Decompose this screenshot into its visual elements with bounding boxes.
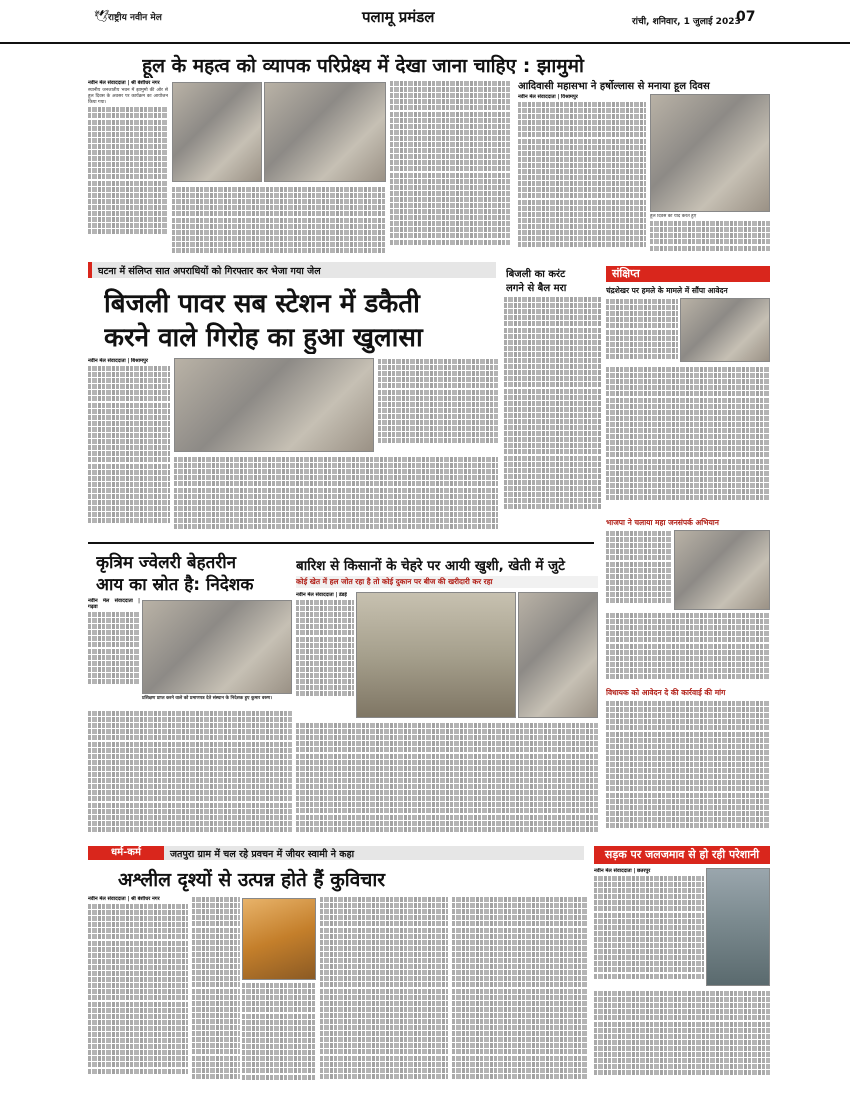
story7-photo-swami — [242, 898, 316, 980]
story2-byline: नवीन मेल संवाददाता | विश्रामपुर — [518, 94, 578, 100]
story4-headline-line2: लगने से बैल मरा — [506, 283, 567, 294]
story5-col2 — [88, 710, 292, 840]
story8-col1 — [594, 868, 704, 986]
story8-headline: सड़क पर जलजमाव से हो रही परेशानी — [594, 846, 770, 864]
story8-byline: नवीन मेल संवाददाता | छतरपुर — [594, 868, 651, 874]
story1-photo-right — [264, 82, 386, 182]
issue-date: रांची, शनिवार, 1 जुलाई 2023 — [632, 17, 741, 27]
story5-col1 — [88, 598, 140, 708]
story7-headline: अश्लील दृश्यों से उत्पन्न होते हैं कुविचार — [118, 869, 386, 891]
sankshipt-title: संक्षिप्त — [606, 266, 770, 282]
story5-photo — [142, 600, 292, 694]
page-number: 07 — [736, 9, 756, 25]
story1-col3 — [390, 80, 510, 258]
story6-col2 — [296, 722, 598, 840]
masthead-title: राष्ट्रीय नवीन मेल — [108, 13, 162, 23]
story7-col1 — [88, 896, 188, 1086]
story7-col5 — [452, 896, 588, 1086]
story3-byline: नवीन मेल संवाददाता | बिश्रामपुर — [88, 358, 148, 364]
brief1-col — [606, 298, 678, 364]
story5-headline-line1: कृत्रिम ज्वेलरी बेहतरीन — [96, 553, 237, 573]
story6-subheadline-bar — [296, 576, 598, 588]
brief1-photo — [680, 298, 770, 362]
dharma-karma-tag: धर्म-कर्म — [88, 846, 164, 860]
story5-caption: प्रशिक्षण प्राप्त करने वाले को प्रमाणपत्र देते संस्थान के निदेशक हुए कुमार वरुण। — [142, 696, 292, 702]
story2-headline: आदिवासी महासभा ने हर्षोल्लास से मनाया हूल दिवस — [518, 81, 710, 92]
brief2-col2 — [606, 612, 770, 686]
story3-kicker: घटना में संलिप्त सात अपराधियों को गिरफ्तार कर भेजा गया जेल — [98, 266, 321, 277]
brief2-col — [606, 530, 672, 610]
story3-photo — [174, 358, 374, 452]
story2-col — [518, 94, 646, 258]
story5-top-rule — [88, 542, 594, 544]
story1-photo-left — [172, 82, 262, 182]
story2-caption: हूल दिवस को याद करते हुए — [650, 214, 697, 219]
story7-byline: नवीन मेल संवाददाता | श्री बंशीधर नगर — [88, 896, 160, 902]
story3-headline-line2: करने वाले गिरोह का हुआ खुलासा — [104, 323, 423, 353]
story1-col2 — [172, 186, 386, 258]
story8-col2 — [594, 990, 770, 1086]
story3-headline-line1: बिजली पावर सब स्टेशन में डकैती — [104, 289, 420, 319]
story6-byline: नवीन मेल संवाददाता | डंडई — [296, 592, 347, 598]
brief3-headline: विधायक को आवेदन दे की कार्रवाई की मांग — [606, 688, 726, 697]
story7-col3 — [242, 982, 316, 1086]
story6-photo-field — [356, 592, 516, 718]
brief2-photo — [674, 530, 770, 610]
story7-col2 — [192, 896, 240, 1086]
story7-kicker-bar — [164, 846, 584, 860]
brief1-col2 — [606, 366, 770, 516]
story7-col4 — [320, 896, 448, 1086]
story5-headline-line2: आय का स्रोत है: निदेशक — [96, 575, 254, 595]
section-title: पलामू प्रमंडल — [362, 8, 435, 26]
story3-kicker-bar — [88, 262, 496, 278]
story1-text: स्थानीय जनजातीय भवन में झामुमो की ओर से हूल दिवस के अवसर पर कार्यक्रम का आयोजन किया गया। — [88, 88, 168, 106]
story4-col — [504, 296, 602, 538]
brief2-headline: भाजपा ने चलाया महा जनसंपर्क अभियान — [606, 518, 719, 527]
brief1-headline: चंद्रशेखर पर हमले के मामले में सौंपा आवेदन — [606, 286, 728, 295]
bird-logo-icon: 🕊 — [94, 9, 110, 23]
story8-photo — [706, 868, 770, 986]
story6-col1 — [296, 592, 354, 720]
story7-kicker: जतपुरा ग्राम में चल रहे प्रवचन में जीयर स्वामी ने कहा — [170, 849, 355, 860]
story3-col1 — [88, 358, 170, 538]
story5-byline: नवीन मेल संवाददाता | गढ़वा — [88, 598, 140, 610]
story3-col2 — [378, 358, 498, 452]
story6-photo-shop — [518, 592, 598, 718]
story6-subheadline: कोई खेत में हल जोत रहा है तो कोई दुकान पर बीज की खरीदारी कर रहा — [296, 577, 493, 586]
story3-col3 — [174, 456, 498, 538]
masthead-bar — [0, 0, 850, 44]
story1-headline: हूल के महत्व को व्यापक परिप्रेक्ष्य में देखा जाना चाहिए : झामुमो — [142, 55, 584, 77]
story4-headline-line1: बिजली का करंट — [506, 269, 566, 280]
story2-photo — [650, 94, 770, 212]
brief3-col — [606, 700, 770, 840]
story1-byline: नवीन मेल संवाददाता | श्री बंशीधर नगर — [88, 80, 160, 86]
story1-col1 — [88, 80, 168, 258]
story2-col2 — [650, 214, 770, 258]
story6-headline: बारिश से किसानों के चेहरे पर आयी खुशी, खेती में जुटे — [296, 558, 565, 574]
